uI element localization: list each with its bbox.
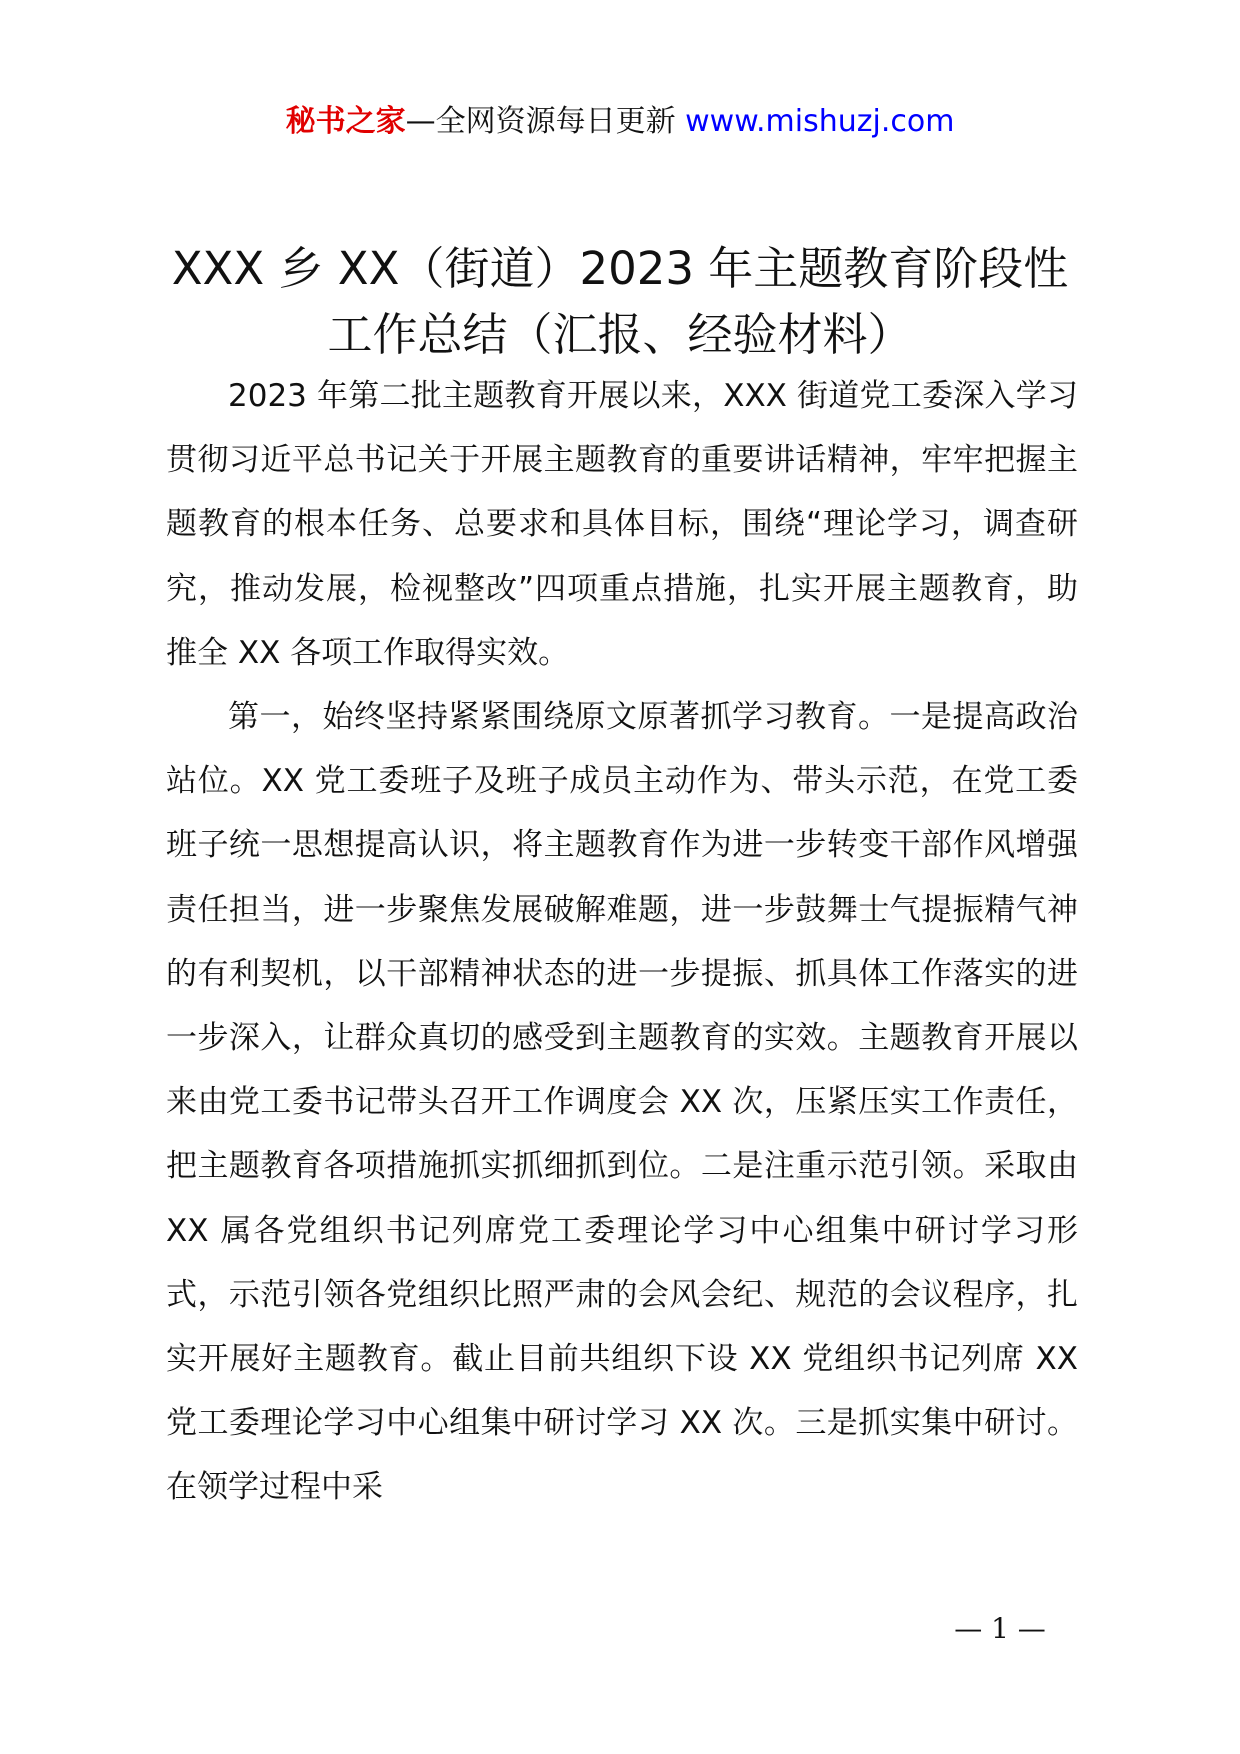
site-header — [0, 100, 1240, 144]
paragraph-first-point: 第一，始终坚持紧紧围绕原文原著抓学习教育。一是提高政治站位。XX 党工委班子及班子成员主动作为、带头示范，在党工委班子统一思想提高认识，将主题教育作为进一步转变干部作风增强责任担当，进一步聚焦发展破解难题，进一步鼓舞士气提振精气神的有利契机，以干部精神状态的进一步提振、抓具体工作落实的进一步深入，让群众真切的感受到主题教育的实效。主题教育开展以来由党工委书记带头召开工作调度会 XX 次，压紧压实工作责任，把主题教育各项措施抓实抓细抓到位。二是注重示范引领。采取由 XX 属各党组织书记列席党工委理论学习中心组集中研讨学习形式，示范引领各党组织比照严肃的会风会纪、规范的会议程序，扎实开展好主题教育。截止目前共组织下设 XX 党组织书记列席 XX 党工委理论学习中心组集中研讨学习 XX 次。三是抓实集中研讨。在领学过程中采 — [166, 699, 1078, 1506]
brand-name: 秘书之家 — [285, 104, 406, 139]
title-line-2: 工作总结（汇报、经验材料） — [327, 308, 913, 361]
document-title — [120, 236, 1120, 368]
header-tagline: —全网资源每日更新 — [405, 104, 676, 139]
title-line-1: XXX 乡 XX（街道）2023 年主题教育阶段性 — [171, 242, 1069, 295]
page-number: — 1 — — [954, 1612, 1046, 1645]
site-url-link[interactable]: www.mishuzj.com — [685, 104, 955, 139]
document-body — [166, 364, 1078, 1520]
paragraph-intro: 2023 年第二批主题教育开展以来，XXX 街道党工委深入学习贯彻习近平总书记关于开展主题教育的重要讲话精神，牢牢把握主题教育的根本任务、总要求和具体目标，围绕“理论学习，调查研究，推动发展，检视整改”四项重点措施，扎实开展主题教育，助推全 XX 各项工作取得实效。 — [166, 378, 1078, 671]
